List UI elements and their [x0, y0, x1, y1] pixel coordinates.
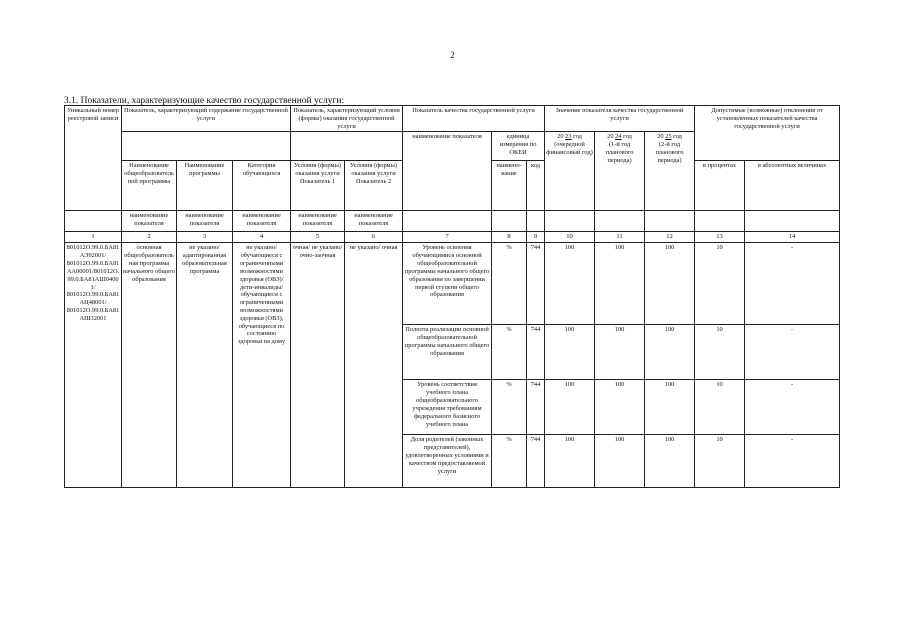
indicator-code: 744: [527, 380, 545, 435]
column-number: 6: [345, 232, 403, 243]
name-label-3: наименование показателя: [233, 211, 291, 232]
name-label-4: наименование показателя: [291, 211, 345, 232]
record-condition-2: не указано/ очная: [345, 243, 403, 488]
indicator-name: Уровень освоения обучающимися основной общеобразовательной программы начального общего образования по завершении первой ступени общего образования: [403, 243, 492, 325]
indicator-code: 744: [527, 243, 545, 325]
column-number: 3: [177, 232, 233, 243]
section-title: 3.1. Показатели, характеризующие качество государственной услуги:: [64, 96, 345, 106]
name-label-spacer-13: [695, 211, 745, 232]
name-label-spacer-8: [492, 211, 527, 232]
header-deviation-group: Допустимые (возможные) отклонения от установленных показателей качества государственной услуги: [695, 106, 840, 161]
column-number: 12: [645, 232, 695, 243]
page-number: 2: [450, 50, 455, 60]
header-in-absolute: в абсолютных величинах: [745, 161, 840, 211]
name-label-spacer-10: [545, 211, 595, 232]
header-okei-name: наимено- вание: [492, 161, 527, 211]
indicator-year-3: 100: [645, 325, 695, 380]
indicator-deviation-percent: 10: [695, 435, 745, 488]
column-number: 13: [695, 232, 745, 243]
header-in-percent: в процентах: [695, 161, 745, 211]
header-conditions-spacer: [291, 132, 403, 161]
header-content-2: Наименование программы: [177, 161, 233, 211]
header-indicator-name: наименование показателя: [403, 132, 492, 211]
header-conditions-group: Показатель, характеризующий условия (формы) оказания государственной услуги: [291, 106, 403, 132]
indicator-year-3: 100: [645, 380, 695, 435]
indicator-deviation-absolute: -: [745, 435, 840, 488]
indicator-year-3: 100: [645, 243, 695, 325]
indicator-deviation-percent: 10: [695, 243, 745, 325]
header-unique-number-spacer: [65, 211, 122, 232]
record-student-category: не указано/ обучающиеся с ограниченными возможностями здоровья (ОВЗ)/ дети-инвалиды/ обучающиеся с ограниченными возможностями здоровья (ОВЗ), обучающиеся по состоянию здоровья на дому: [233, 243, 291, 488]
record-condition-1: очная/ не указано/ очно-заочная: [291, 243, 345, 488]
column-number: 5: [291, 232, 345, 243]
column-number: 10: [545, 232, 595, 243]
record-unique-number: 801012О.99.0.БА81АЭ92001/ 801012О.99.0.БА81АА00001/801012О.99.0.БА81АШ04001/ 801012О.99.0.БА81АЦ48001/ 801012О.99.0.БА81АШ32001: [65, 243, 122, 488]
name-label-1: наименование показателя: [122, 211, 177, 232]
column-number: 14: [745, 232, 840, 243]
header-values-group: Значение показателя качества государственной услуги: [545, 106, 695, 132]
indicator-unit: %: [492, 380, 527, 435]
indicator-year-1: 100: [545, 380, 595, 435]
indicator-deviation-absolute: -: [745, 325, 840, 380]
indicator-code: 744: [527, 435, 545, 488]
indicator-year-1: 100: [545, 325, 595, 380]
indicator-year-2: 100: [595, 325, 645, 380]
indicator-unit: %: [492, 435, 527, 488]
indicator-deviation-absolute: -: [745, 380, 840, 435]
indicator-code: 744: [527, 325, 545, 380]
quality-indicators-table: [64, 105, 840, 488]
indicator-year-1: 100: [545, 435, 595, 488]
record-program-name: основная общеобразовательная программа начального общего образования: [122, 243, 177, 488]
header-cond-2: Условия (формы) оказания услуги Показатель 2: [345, 161, 403, 211]
name-label-spacer-9: [527, 211, 545, 232]
header-okei: единица измерения по ОКЕИ: [492, 132, 545, 161]
column-number: 7: [403, 232, 492, 243]
indicator-year-2: 100: [595, 243, 645, 325]
name-label-spacer-7: [403, 211, 492, 232]
indicator-year-1: 100: [545, 243, 595, 325]
indicator-name: Доля родителей (законных представителей), удовлетворенных условиями и качеством предоставляемой услуги: [403, 435, 492, 488]
column-number: 9: [527, 232, 545, 243]
header-cond-1: Условия (формы) оказания услуги Показатель 1: [291, 161, 345, 211]
header-content-group: Показатель, характеризующий содержание государственной услуги: [122, 106, 291, 132]
name-label-2: наименование показателя: [177, 211, 233, 232]
header-content-spacer: [122, 132, 291, 161]
indicator-year-2: 100: [595, 435, 645, 488]
header-content-3: Категория обучающихся: [233, 161, 291, 211]
name-label-5: наименование показателя: [345, 211, 403, 232]
indicator-deviation-absolute: -: [745, 243, 840, 325]
header-year-3: 20 25 год (2-й год планового периода): [645, 132, 695, 211]
header-quality-group: Показатель качества государственной услуги: [403, 106, 545, 132]
header-unique-number: Уникальный номер реестровой записи: [65, 106, 122, 211]
column-number: 11: [595, 232, 645, 243]
indicator-year-3: 100: [645, 435, 695, 488]
indicator-year-2: 100: [595, 380, 645, 435]
header-okei-code: код: [527, 161, 545, 211]
name-label-spacer-12: [645, 211, 695, 232]
indicator-name: Полнота реализации основной общеобразовательной программы начального общего образования: [403, 325, 492, 380]
column-number: 2: [122, 232, 177, 243]
name-label-spacer-11: [595, 211, 645, 232]
indicator-deviation-percent: 10: [695, 325, 745, 380]
record-program: не указано/ адаптированная образовательная программа: [177, 243, 233, 488]
indicator-unit: %: [492, 325, 527, 380]
column-number: 4: [233, 232, 291, 243]
indicator-name: Уровень соответствия учебного плана общеобразовательного учреждения требованиям федерального базисного учебного плана: [403, 380, 492, 435]
name-label-spacer-14: [745, 211, 840, 232]
column-number: 8: [492, 232, 527, 243]
table-row: [65, 243, 840, 325]
column-number-row: [65, 232, 840, 243]
header-content-1: Наименование общеобразовательной программы: [122, 161, 177, 211]
header-year-1: 20 23 год (очередной финансовый год): [545, 132, 595, 211]
indicator-unit: %: [492, 243, 527, 325]
header-year-2: 20 24 год (1-й год планового периода): [595, 132, 645, 211]
indicator-deviation-percent: 10: [695, 380, 745, 435]
column-number: 1: [65, 232, 122, 243]
